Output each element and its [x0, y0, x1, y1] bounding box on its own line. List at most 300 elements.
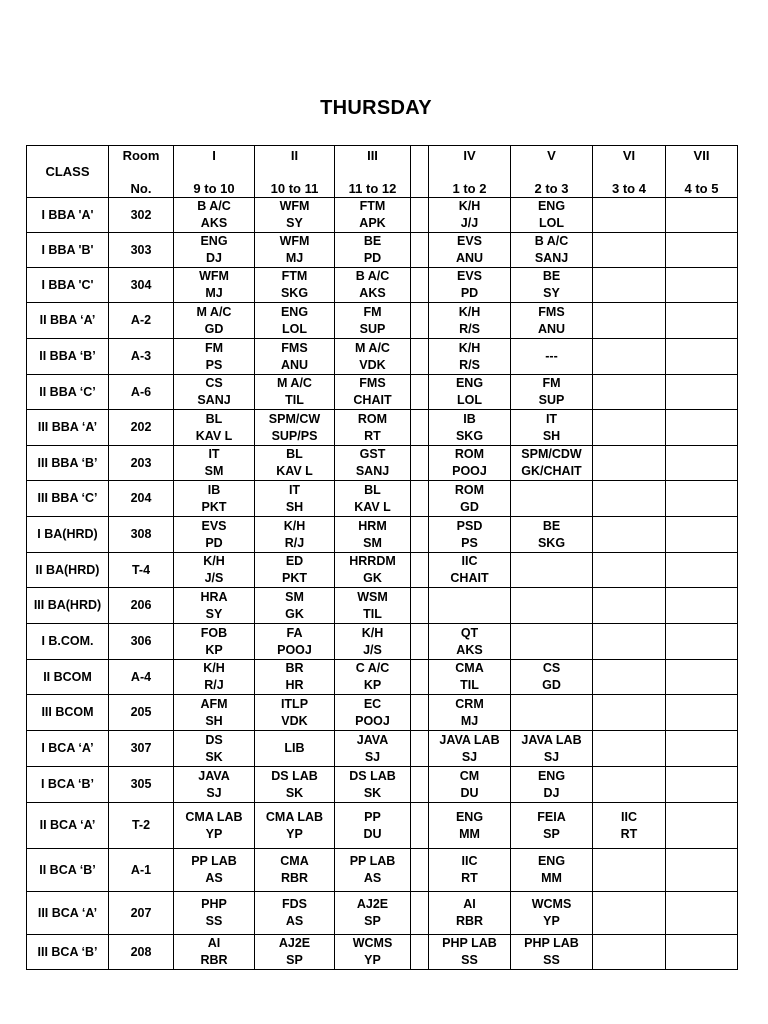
teacher-text: J/S	[363, 642, 382, 657]
period-cell	[335, 695, 411, 731]
period-cell	[593, 268, 666, 303]
teacher-text: DJ	[206, 251, 222, 265]
period-number: VI	[622, 147, 636, 163]
period-cell	[174, 731, 255, 767]
class-cell: III BCOM	[27, 695, 109, 731]
period-cell	[255, 849, 335, 892]
teacher-text: YP	[205, 826, 223, 841]
room-cell: 207	[109, 892, 174, 935]
period-cell	[335, 588, 411, 624]
teacher-text: SUP	[359, 321, 386, 336]
subject-text: K/H	[283, 518, 306, 533]
period-cell	[174, 198, 255, 233]
period-cell	[511, 481, 593, 517]
teacher-text: SY	[543, 286, 560, 300]
teacher-text: SP	[364, 914, 381, 928]
teacher-text: VDK	[359, 357, 386, 372]
subject-text: BE	[363, 234, 382, 248]
timetable-body	[27, 146, 738, 970]
teacher-text: LOL	[457, 393, 482, 407]
teacher-text: GK	[285, 606, 304, 621]
teacher-text: TIL	[460, 678, 479, 692]
teacher-text: SKG	[280, 286, 309, 300]
period-cell	[174, 268, 255, 303]
room-cell: A-3	[109, 339, 174, 375]
teacher-text: KAV L	[195, 428, 233, 443]
period-cell	[335, 446, 411, 481]
table-row	[27, 731, 738, 767]
table-row	[27, 553, 738, 588]
subject-text: FTM	[359, 199, 386, 213]
subject-text: FMS	[538, 304, 565, 319]
subject-text: WSM	[357, 589, 388, 604]
period-cell	[335, 935, 411, 970]
period-cell	[511, 660, 593, 695]
teacher-text: SK	[363, 785, 382, 800]
period-cell	[335, 198, 411, 233]
teacher-text: LOL	[282, 321, 307, 336]
teacher-text: SKG	[537, 535, 566, 550]
teacher-text: MJ	[285, 251, 304, 265]
period-cell	[666, 233, 738, 268]
table-row	[27, 588, 738, 624]
table-row	[27, 446, 738, 481]
subject-text: FDS	[282, 897, 307, 911]
period-cell	[593, 303, 666, 339]
teacher-text: VDK	[281, 713, 308, 728]
table-row	[27, 660, 738, 695]
subject-text: PHP LAB	[442, 936, 497, 950]
period-header	[255, 146, 335, 198]
period-cell	[335, 375, 411, 410]
period-cell	[174, 767, 255, 803]
period-cell	[511, 446, 593, 481]
period-cell	[429, 660, 511, 695]
subject-text: AFM	[200, 696, 228, 711]
table-row	[27, 849, 738, 892]
period-cell	[255, 198, 335, 233]
table-row	[27, 481, 738, 517]
subject-text: M A/C	[355, 340, 390, 355]
room-cell: 205	[109, 695, 174, 731]
teacher-text: CHAIT	[353, 393, 392, 407]
period-cell	[174, 588, 255, 624]
class-cell: II BBA ‘C’	[27, 375, 109, 410]
subject-text: WFM	[279, 234, 310, 248]
period-time: 4 to 5	[684, 180, 719, 196]
subject-text: EC	[363, 696, 382, 711]
class-cell: III BBA ‘C’	[27, 481, 109, 517]
subject-text: K/H	[203, 661, 225, 675]
teacher-text: KP	[205, 642, 223, 657]
period-cell	[511, 849, 593, 892]
table-row	[27, 935, 738, 970]
period-cell	[174, 446, 255, 481]
period-cell	[666, 731, 738, 767]
period-cell	[511, 695, 593, 731]
period-cell	[666, 410, 738, 446]
period-time: 1 to 2	[452, 180, 487, 196]
period-cell	[255, 446, 335, 481]
table-row	[27, 303, 738, 339]
period-cell	[174, 339, 255, 375]
class-header: CLASS	[27, 146, 109, 198]
break-cell	[411, 339, 429, 375]
subject-text: FMS	[281, 340, 308, 355]
period-time: 10 to 11	[270, 180, 319, 196]
subject-text: DS	[205, 732, 223, 747]
period-cell	[429, 767, 511, 803]
period-cell	[511, 303, 593, 339]
period-time: 3 to 4	[612, 180, 646, 196]
teacher-text: MM	[541, 871, 562, 885]
break-cell	[411, 849, 429, 892]
period-cell	[335, 660, 411, 695]
teacher-text: PD	[363, 251, 382, 265]
teacher-text: SS	[543, 953, 560, 967]
subject-text: ENG	[537, 199, 566, 213]
subject-text: PP	[364, 809, 381, 824]
break-cell	[411, 731, 429, 767]
break-column-header	[411, 146, 429, 198]
period-cell	[429, 410, 511, 446]
period-cell	[255, 731, 335, 767]
subject-text: C A/C	[355, 661, 390, 675]
room-cell: 208	[109, 935, 174, 970]
teacher-text: SH	[285, 499, 304, 514]
period-cell	[666, 375, 738, 410]
teacher-text: R/S	[459, 321, 480, 336]
period-cell	[255, 517, 335, 553]
period-header	[511, 146, 593, 198]
teacher-text: R/J	[284, 535, 305, 550]
subject-text: IIC	[621, 809, 637, 824]
period-cell	[255, 803, 335, 849]
table-row	[27, 517, 738, 553]
room-header	[109, 146, 174, 198]
subject-text: DS LAB	[349, 768, 396, 783]
teacher-text: R/J	[204, 678, 224, 692]
break-cell	[411, 303, 429, 339]
class-cell: I BA(HRD)	[27, 517, 109, 553]
subject-text: WFM	[199, 269, 229, 283]
subject-text: CMA	[280, 854, 309, 868]
subject-text: AJ2E	[278, 936, 311, 950]
period-cell	[429, 303, 511, 339]
class-cell: II BCA ‘A’	[27, 803, 109, 849]
period-cell	[511, 803, 593, 849]
period-cell	[255, 660, 335, 695]
teacher-text: J/S	[204, 571, 224, 585]
teacher-text: MJ	[460, 713, 479, 728]
subject-text: K/H	[458, 304, 481, 319]
class-cell: I BBA 'B'	[27, 233, 109, 268]
subject-text: K/H	[203, 554, 225, 568]
teacher-text: PS	[205, 357, 223, 372]
period-cell	[429, 446, 511, 481]
room-cell: 204	[109, 481, 174, 517]
break-cell	[411, 517, 429, 553]
table-row	[27, 268, 738, 303]
teacher-text: LOL	[539, 216, 564, 230]
subject-text: FOB	[200, 625, 228, 640]
class-cell: II BBA ‘A’	[27, 303, 109, 339]
period-cell	[429, 695, 511, 731]
subject-text: PHP	[201, 897, 227, 911]
teacher-text: AS	[363, 871, 382, 885]
room-header-line2: No.	[130, 180, 152, 196]
period-cell	[511, 553, 593, 588]
subject-text: B A/C	[197, 199, 231, 213]
subject-text: FM	[204, 340, 224, 355]
period-cell	[593, 935, 666, 970]
subject-text: AI	[207, 936, 221, 950]
period-number: II	[290, 147, 299, 163]
period-cell	[593, 198, 666, 233]
subject-text: IT	[545, 411, 558, 426]
break-cell	[411, 803, 429, 849]
subject-text: CM	[459, 768, 480, 783]
subject-text: SM	[285, 589, 304, 604]
period-cell	[666, 517, 738, 553]
subject-text: ---	[545, 349, 558, 363]
subject-text: CS	[542, 661, 561, 675]
teacher-text: POOJ	[452, 464, 487, 478]
period-cell	[666, 481, 738, 517]
subject-text: FTM	[281, 269, 308, 283]
teacher-text: YP	[286, 826, 303, 841]
table-row	[27, 892, 738, 935]
subject-text: K/H	[361, 625, 384, 640]
teacher-text: SUP	[538, 393, 565, 407]
subject-text: SPM/CW	[268, 411, 321, 426]
class-cell: I B.COM.	[27, 624, 109, 660]
subject-text: FM	[542, 376, 561, 390]
period-cell	[593, 892, 666, 935]
subject-text: SPM/CDW	[521, 447, 582, 461]
break-cell	[411, 624, 429, 660]
period-time: 2 to 3	[534, 180, 569, 196]
table-row	[27, 767, 738, 803]
teacher-text: GK/CHAIT	[521, 464, 582, 478]
class-cell: III BCA ‘B’	[27, 935, 109, 970]
break-cell	[411, 198, 429, 233]
subject-text: DS LAB	[271, 768, 318, 783]
period-cell	[593, 410, 666, 446]
period-cell	[593, 553, 666, 588]
table-row	[27, 803, 738, 849]
room-cell: 302	[109, 198, 174, 233]
period-cell	[511, 375, 593, 410]
teacher-text: GK	[363, 571, 382, 585]
period-cell	[174, 233, 255, 268]
subject-text: AI	[463, 897, 476, 911]
period-cell	[666, 767, 738, 803]
subject-text: ENG	[280, 304, 309, 319]
teacher-text: RT	[620, 826, 638, 841]
subject-text: ROM	[357, 411, 388, 426]
teacher-text: SM	[204, 464, 224, 478]
period-cell	[335, 233, 411, 268]
period-cell	[511, 892, 593, 935]
period-cell	[429, 624, 511, 660]
teacher-text: SK	[285, 785, 304, 800]
break-cell	[411, 268, 429, 303]
period-cell	[335, 517, 411, 553]
teacher-text: R/S	[459, 357, 480, 372]
subject-text: ROM	[454, 482, 485, 497]
period-cell	[174, 695, 255, 731]
subject-text: IB	[207, 482, 221, 497]
period-number: VII	[693, 147, 710, 163]
break-cell	[411, 660, 429, 695]
subject-text: ENG	[455, 809, 484, 824]
period-cell	[666, 695, 738, 731]
teacher-text: AS	[285, 914, 304, 928]
period-cell	[255, 410, 335, 446]
period-cell	[174, 553, 255, 588]
teacher-text: SUP/PS	[271, 428, 318, 443]
period-cell	[174, 892, 255, 935]
teacher-text: SS	[205, 914, 223, 928]
period-cell	[511, 410, 593, 446]
teacher-text: POOJ	[277, 642, 312, 657]
teacher-text: YP	[364, 953, 381, 967]
teacher-text: PD	[205, 535, 223, 550]
period-cell	[429, 517, 511, 553]
room-cell: 308	[109, 517, 174, 553]
subject-text: BE	[542, 518, 561, 533]
period-cell	[255, 268, 335, 303]
period-cell	[255, 339, 335, 375]
teacher-text: MM	[459, 826, 480, 841]
teacher-text: AS	[205, 871, 223, 885]
subject-text: ED	[285, 554, 304, 568]
subject-text: GST	[359, 447, 386, 461]
teacher-text: CHAIT	[450, 571, 489, 585]
subject-text: QT	[460, 625, 479, 640]
period-cell	[511, 517, 593, 553]
teacher-text: GD	[460, 499, 479, 514]
teacher-text: SP	[543, 826, 560, 841]
teacher-text: MJ	[205, 286, 223, 300]
teacher-text: PS	[461, 535, 478, 550]
subject-text: PP LAB	[191, 854, 237, 868]
class-cell: II BCA ‘B’	[27, 849, 109, 892]
teacher-text: SY	[286, 216, 303, 230]
period-cell	[429, 233, 511, 268]
subject-text: IIC	[461, 854, 478, 868]
subject-text: ENG	[455, 376, 484, 390]
period-cell	[174, 375, 255, 410]
table-row	[27, 624, 738, 660]
teacher-text: APK	[359, 216, 386, 230]
period-cell	[429, 553, 511, 588]
subject-text: AJ2E	[356, 897, 389, 911]
period-cell	[174, 517, 255, 553]
period-cell	[255, 892, 335, 935]
subject-text: FA	[286, 625, 303, 640]
period-cell	[666, 849, 738, 892]
break-cell	[411, 481, 429, 517]
teacher-text: SK	[205, 749, 223, 764]
subject-text: B A/C	[534, 234, 569, 248]
subject-text: PSD	[456, 518, 483, 533]
subject-text: K/H	[458, 199, 481, 213]
subject-text: PHP LAB	[524, 936, 579, 950]
period-cell	[593, 849, 666, 892]
period-cell	[666, 935, 738, 970]
break-cell	[411, 410, 429, 446]
period-number: I	[212, 147, 216, 163]
teacher-text: PD	[460, 286, 479, 300]
period-cell	[593, 731, 666, 767]
teacher-text: RBR	[455, 914, 484, 928]
period-cell	[255, 624, 335, 660]
teacher-text: AKS	[200, 216, 228, 230]
subject-text: BL	[364, 482, 381, 497]
teacher-text: HR	[285, 678, 304, 692]
period-header	[666, 146, 738, 198]
break-cell	[411, 375, 429, 410]
subject-text: FM	[363, 304, 382, 319]
period-cell	[429, 892, 511, 935]
class-cell: III BBA ‘A’	[27, 410, 109, 446]
subject-text: ENG	[537, 854, 566, 868]
subject-text: EVS	[201, 518, 227, 533]
teacher-text: KP	[363, 678, 382, 692]
subject-text: BE	[542, 269, 561, 283]
period-cell	[335, 268, 411, 303]
period-cell	[429, 198, 511, 233]
class-cell: III BCA ‘A’	[27, 892, 109, 935]
subject-text: M A/C	[277, 376, 312, 390]
period-cell	[174, 935, 255, 970]
period-cell	[429, 375, 511, 410]
period-cell	[255, 481, 335, 517]
subject-text: IB	[463, 411, 476, 426]
class-cell: I BBA 'C'	[27, 268, 109, 303]
class-cell: II BA(HRD)	[27, 553, 109, 588]
period-cell	[335, 410, 411, 446]
period-cell	[255, 588, 335, 624]
subject-text: EVS	[456, 269, 482, 283]
subject-text: WFM	[279, 199, 310, 213]
subject-text: M A/C	[196, 304, 232, 319]
class-cell: III BA(HRD)	[27, 588, 109, 624]
teacher-text: SKG	[455, 428, 484, 443]
teacher-text: SANJ	[534, 251, 569, 265]
period-cell	[335, 303, 411, 339]
subject-text: WCMS	[531, 897, 572, 911]
break-cell	[411, 892, 429, 935]
period-cell	[511, 233, 593, 268]
break-cell	[411, 935, 429, 970]
period-header	[429, 146, 511, 198]
subject-text: B A/C	[355, 269, 390, 283]
teacher-text: ANU	[455, 251, 484, 265]
period-cell	[593, 339, 666, 375]
period-cell	[429, 731, 511, 767]
period-cell	[255, 695, 335, 731]
period-cell	[335, 803, 411, 849]
teacher-text: RT	[461, 871, 478, 885]
teacher-text: SJ	[543, 749, 560, 764]
room-header-line1: Room	[122, 147, 160, 163]
subject-text: K/H	[458, 340, 481, 355]
room-cell: 305	[109, 767, 174, 803]
break-cell	[411, 446, 429, 481]
